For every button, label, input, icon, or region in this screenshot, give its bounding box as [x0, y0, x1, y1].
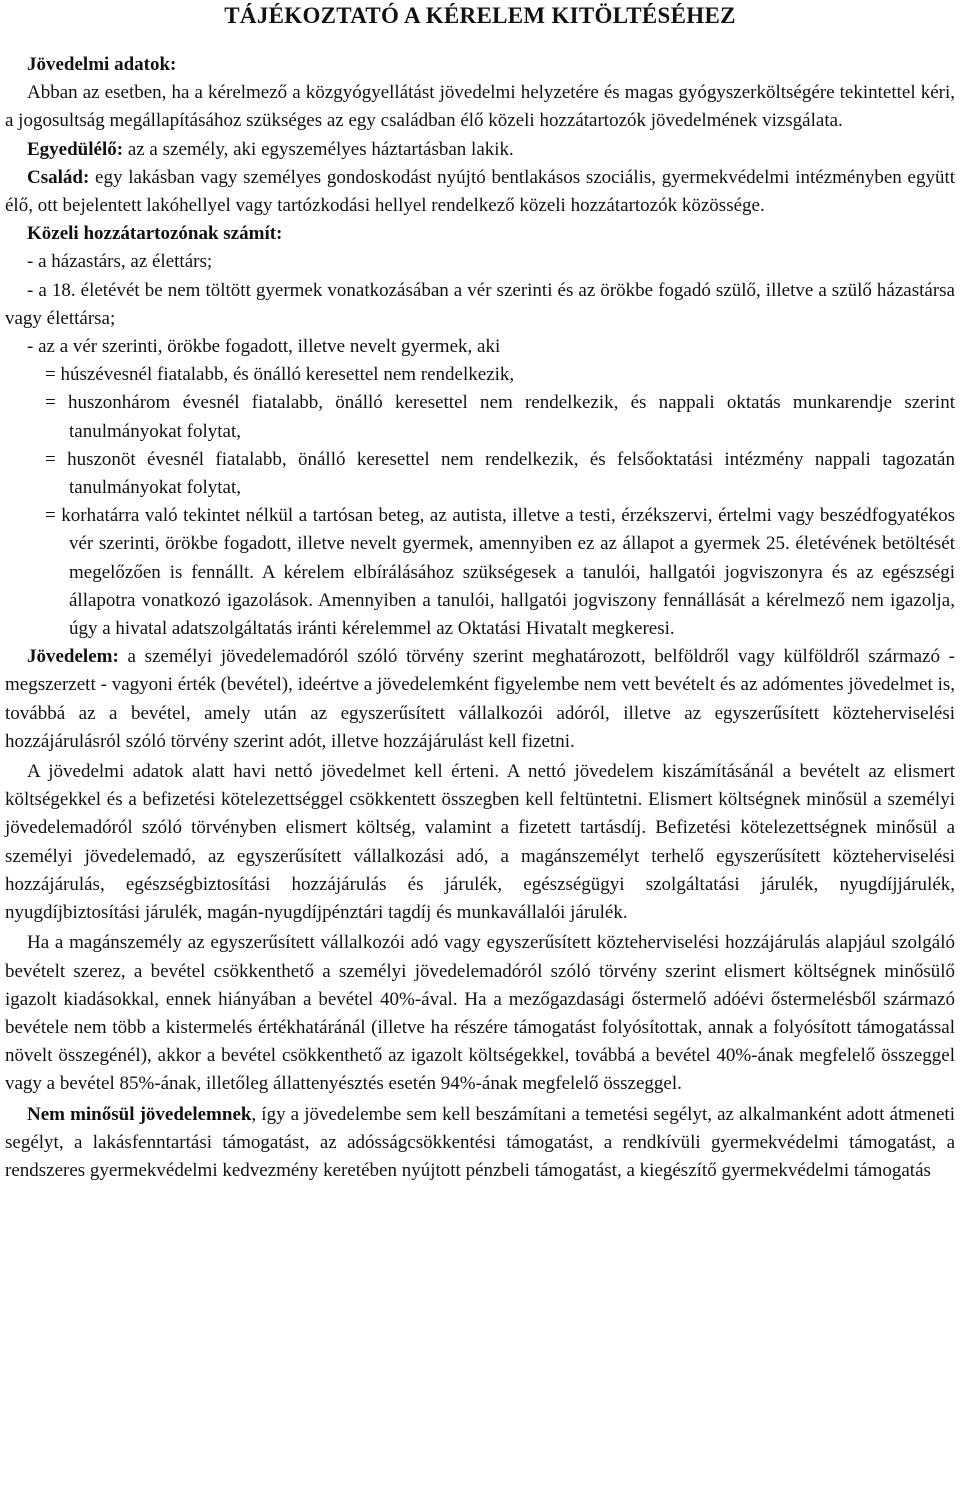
child-condition: = húszévesnél fiatalabb, és önálló keresettel nem rendelkezik, — [45, 364, 515, 386]
child-condition: = huszonöt évesnél fiatalabb, önálló keresettel nem rendelkezik, és felsőoktatási intézmény nappali tagozatán tanulmányokat folytat, — [45, 448, 955, 499]
not-income-text: , így a jövedelembe sem kell beszámítani a temetési segélyt, az alkalmanként adott átmeneti segélyt, a lakásfenntartási támogatást, az adósságcsökkentési támogatást, a rendkívüli gyermekvédelmi támogatást, a rendszeres gyermekvédelmi kedvezmény keretében nyújtott pénzbeli támogatást, a kiegészítő gyermekvédelmi támogatás — [5, 1103, 955, 1181]
relatives-item: - az a vér szerinti, örökbe fogadott, illetve nevelt gyermek, aki — [27, 336, 501, 358]
income-definition — [5, 643, 955, 756]
single-definition — [5, 136, 955, 164]
single-term: Egyedülélő: — [27, 138, 124, 160]
net-income-paragraph: A jövedelmi adatok alatt havi nettó jövedelmet kell érteni. A nettó jövedelem kiszámításánál a bevételt az elismert költségekkel és a befizetési kötelezettséggel csökkentett összegben kell feltüntetni. Elismert költségnek minősül a személyi jövedelemadóról szóló törvényben elismert költség, valamint a fizetett tartásdíj. Befizetési kötelezettségnek minősül a személyi jövedelemadó, az egyszerűsített vállalkozási adó, a magánszemélyt terhelő egyszerűsített közteherviselési hozzájárulás, egészségbiztosítási hozzájárulás és járulék, egészségügyi szolgáltatási járulék, nyugdíjjárulék, nyugdíjbiztosítási járulék, magán-nyugdíjpénztári tagdíj és munkavállalói járulék. — [5, 761, 955, 924]
family-term: Család: — [27, 166, 90, 188]
child-condition: = korhatárra való tekintet nélkül a tartósan beteg, az autista, illetve a testi, érzékszervi, értelmi vagy beszédfogyatékos vér szerinti, örökbe fogadott, illetve nevelt gyermek, amennyiben ez az állapot a gyermek 25. életévének betöltését megelőzően is fennállt. A kérelem elbírálásához szükségesek a tanulói, hallgatói jogviszonyra és az egészségi állapotra vonatkozó igazolások. Amennyiben a tanulói, hallgatói jogviszony fennállását a kérelmező nem igazolja, úgy a hivatal adatszolgáltatás iránti kérelemmel az Oktatási Hivatalt megkeresi. — [45, 505, 955, 640]
income-term: Jövedelem: — [27, 646, 119, 668]
single-text: az a személy, aki egyszemélyes háztartásban lakik. — [123, 138, 514, 160]
not-income-paragraph — [5, 1101, 955, 1186]
family-definition — [5, 164, 955, 220]
not-income-term: Nem minősül jövedelemnek — [27, 1103, 252, 1125]
family-text: egy lakásban vagy személyes gondoskodást nyújtó bentlakásos szociális, gyermekvédelmi intézményben együtt élő, ott bejelentett lakóhellyel vagy tartózkodási hellyel rendelkező közeli hozzátartozók közössége. — [5, 166, 955, 217]
document-page — [5, 0, 955, 1185]
income-data-paragraph: Abban az esetben, ha a kérelmező a közgyógyellátást jövedelmi helyzetére és magas gyógyszerköltségére tekintettel kéri, a jogosultság megállapításához szükséges az egy családban élő közeli hozzátartozók jövedelmének vizsgálata. — [5, 82, 955, 132]
relatives-item: - a 18. életévét be nem töltött gyermek vonatkozásában a vér szerinti és az örökbe fogadó szülő, illetve a szülő házastársa vagy élettársa; — [5, 279, 955, 329]
document-body — [5, 51, 955, 1185]
relatives-heading: Közeli hozzátartozónak számít: — [27, 223, 283, 245]
income-text: a személyi jövedelemadóról szóló törvény szerint meghatározott, belföldről vagy külföldről származó - megszerzett - vagyoni érték (bevétel), ideértve a jövedelemként figyelembe nem vett bevételt és az adómentes jövedelmet is, továbbá az a bevétel, amely után az egyszerűsített vállalkozói adóról, illetve az egyszerűsített közteherviselési hozzájárulásról szóló törvény szerint adót, illetve hozzájárulást kell fizetni. — [5, 646, 955, 752]
income-data-heading: Jövedelmi adatok: — [27, 54, 177, 75]
relatives-item: - a házastárs, az élettárs; — [27, 251, 213, 273]
child-condition: = huszonhárom évesnél fiatalabb, önálló keresettel nem rendelkezik, és nappali oktatás munkarendje szerint tanulmányokat folytat, — [45, 392, 955, 442]
page-title: TÁJÉKOZTATÓ A KÉRELEM KITÖLTÉSÉHEZ — [224, 3, 736, 28]
private-person-paragraph: Ha a magánszemély az egyszerűsített vállalkozói adó vagy egyszerűsített közteherviselési hozzájárulás alapjául szolgáló bevételt szerez, a bevétel csökkenthető a személyi jövedelemadóról szóló törvény szerint elismert költségnek minősülő igazolt kiadásokkal, ennek hiányában a bevétel 40%-ával. Ha a mezőgazdasági őstermelő adóévi őstermelésből származó bevétele nem több a kistermelés értékhatáránál (illetve ha részére támogatást folyósítottak, annak a folyósított támogatással növelt összegénél), akkor a bevétel csökkenthető az igazolt költségekkel, továbbá a bevétel 40%-ának megfelelő összeggel vagy a bevétel 85%-ának, illetőleg állattenyésztés esetén 94%-ának megfelelő összeggel. — [5, 932, 955, 1095]
